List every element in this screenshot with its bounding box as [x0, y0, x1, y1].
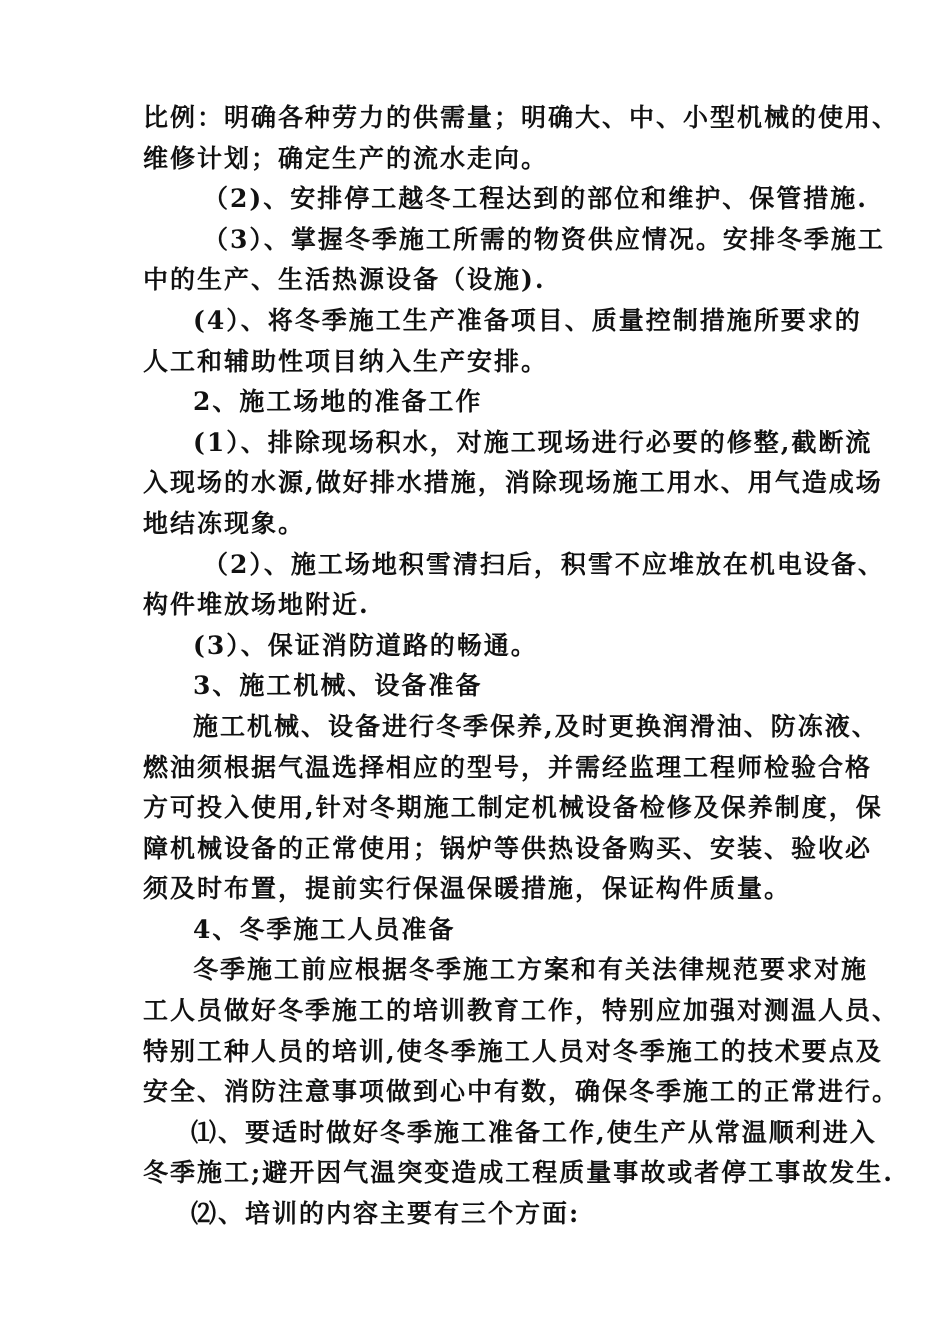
- text-line: 人工和辅助性项目纳入生产安排。: [143, 346, 549, 376]
- document-body: [143, 98, 900, 1235]
- section-heading: 2、施工场地的准备工作: [193, 387, 483, 417]
- text-line: (3）、保证消防道路的畅通。: [193, 630, 538, 660]
- text-line: (4）、将冬季施工生产准备项目、质量控制措施所要求的: [193, 305, 862, 335]
- text-line: 冬季施工前应根据冬季施工方案和有关法律规范要求对施: [193, 955, 869, 985]
- text-line: 入现场的水源,做好排水措施，消除现场施工用水、用气造成场: [143, 468, 883, 498]
- section-heading: 4、冬季施工人员准备: [193, 914, 456, 944]
- text-line: 安全、消防注意事项做到心中有数，确保冬季施工的正常进行。: [143, 1077, 900, 1107]
- text-line: 燃油须根据气温选择相应的型号，并需经监理工程师检验合格: [143, 752, 873, 782]
- section-heading: 3、施工机械、设备准备: [193, 671, 483, 701]
- text-line: (1）、排除现场积水，对施工现场进行必要的修整,截断流: [193, 427, 873, 457]
- text-line: （3）、掌握冬季施工所需的物资供应情况。安排冬季施工: [203, 224, 885, 254]
- text-line: 障机械设备的正常使用；锅炉等供热设备购买、安装、验收必: [143, 833, 873, 863]
- text-line: ⑴、要适时做好冬季施工准备工作,使生产从常温顺利进入: [191, 1117, 877, 1147]
- text-line: 中的生产、生活热源设备（设施).: [143, 265, 546, 295]
- text-line: 施工机械、设备进行冬季保养,及时更换润滑油、防冻液、: [193, 711, 879, 741]
- text-line: （2)、安排停工越冬工程达到的部位和维护、保管措施.: [203, 184, 868, 214]
- text-line: 工人员做好冬季施工的培训教育工作，特别应加强对测温人员、: [143, 996, 900, 1026]
- text-line: 维修计划；确定生产的流水走向。: [143, 143, 549, 173]
- text-line: （2）、施工场地积雪清扫后，积雪不应堆放在机电设备、: [203, 549, 885, 579]
- text-line: 方可投入使用,针对冬期施工制定机械设备检修及保养制度，保: [143, 793, 883, 823]
- text-line: 比例：明确各种劳力的供需量；明确大、中、小型机械的使用、: [143, 103, 900, 132]
- text-line: 冬季施工;避开因气温突变造成工程质量事故或者停工事故发生.: [143, 1158, 894, 1188]
- text-line: ⑵、培训的内容主要有三个方面:: [191, 1199, 581, 1229]
- text-line: 地结冻现象。: [143, 508, 306, 538]
- text-line: 构件堆放场地附近.: [143, 590, 370, 620]
- text-line: 特别工种人员的培训,使冬季施工人员对冬季施工的技术要点及: [143, 1036, 883, 1066]
- text-line: 须及时布置，提前实行保温保暖措施，保证构件质量。: [143, 874, 792, 904]
